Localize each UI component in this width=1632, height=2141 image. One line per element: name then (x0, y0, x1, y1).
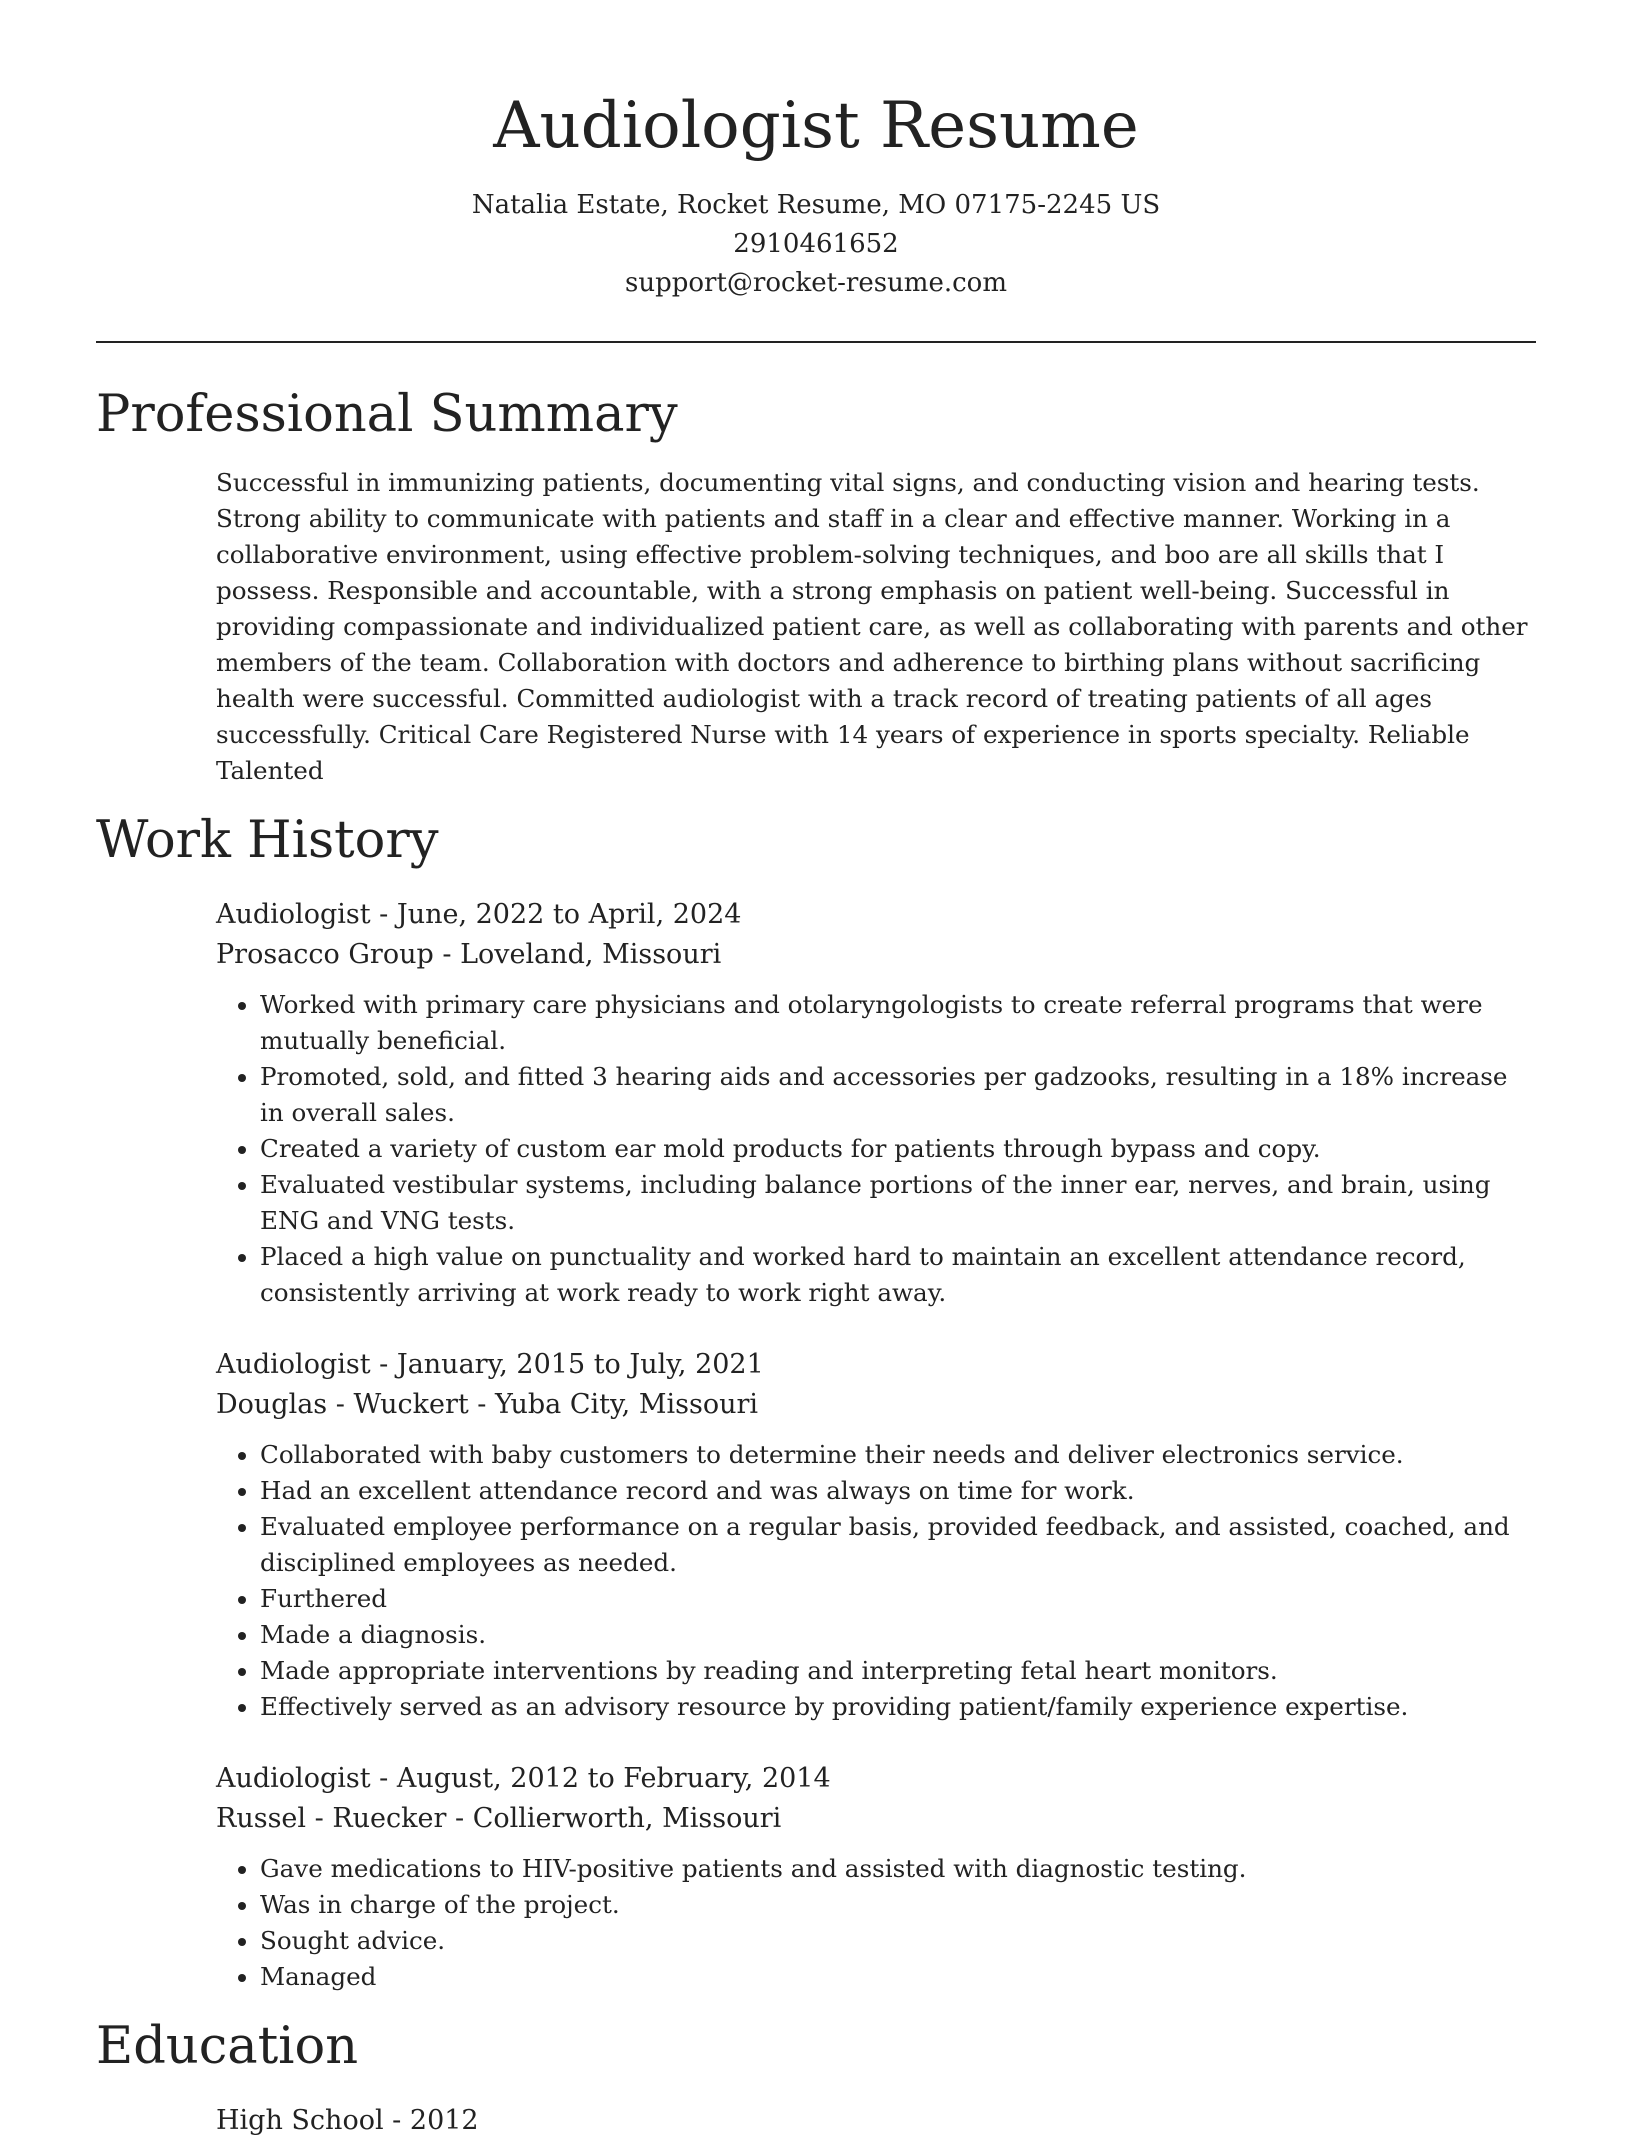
education-heading: Education (96, 2017, 359, 2076)
summary-heading: Professional Summary (96, 385, 678, 444)
job-bullets (216, 987, 1536, 1311)
resume-header (96, 0, 1536, 303)
work-history-section (96, 809, 1536, 1995)
education-section (96, 2015, 1536, 2141)
separator: - (370, 899, 397, 930)
job-company: Prosacco Group (216, 939, 434, 970)
job-location: Collierworth, Missouri (472, 1803, 782, 1834)
list-item: • Furthered (260, 1581, 1536, 1617)
job-company: Douglas - Wuckert (216, 1389, 469, 1420)
job-company: Russel - Ruecker (216, 1803, 447, 1834)
separator: - (446, 1803, 473, 1834)
work-history-heading: Work History (96, 811, 439, 870)
list-item: • Had an excellent attendance record and was always on time for work. (260, 1473, 1536, 1509)
list-item: • Made appropriate interventions by reading and interpreting fetal heart monitors. (260, 1653, 1536, 1689)
resume-title: Audiologist Resume (493, 89, 1139, 163)
job-dates: January, 2015 to July, 2021 (396, 1349, 764, 1380)
list-item: • Evaluated employee performance on a regular basis, provided feedback, and assisted, coached, and disciplined employees as needed. (260, 1509, 1536, 1581)
contact-address: Natalia Estate, Rocket Resume, MO 07175-2245 US (471, 190, 1161, 220)
job-company-line (216, 935, 1536, 975)
separator: - (383, 2105, 410, 2136)
list-item: • Placed a high value on punctuality and worked hard to maintain an excellent attendance record, consistently arriving at work ready to work right away. (260, 1239, 1536, 1311)
job-bullets (216, 1437, 1536, 1725)
list-item: • Gave medications to HIV-positive patients and assisted with diagnostic testing. (260, 1851, 1536, 1887)
list-item: • Sought advice. (260, 1923, 1536, 1959)
list-item: • Effectively served as an advisory resource by providing patient/family experience expertise. (260, 1689, 1536, 1725)
job-dates: June, 2022 to April, 2024 (396, 899, 742, 930)
job-title: Audiologist (216, 1349, 371, 1380)
job-company-line (216, 1799, 1536, 1839)
separator: - (370, 1763, 397, 1794)
education-year: 2012 (409, 2105, 479, 2136)
list-item: • Promoted, sold, and fitted 3 hearing aids and accessories per gadzooks, resulting in a 18% increase in overall sales. (260, 1059, 1536, 1131)
job-entry (216, 1345, 1536, 1725)
separator: - (370, 1349, 397, 1380)
list-item: • Worked with primary care physicians and otolaryngologists to create referral programs that were mutually beneficial. (260, 987, 1536, 1059)
list-item: • Created a variety of custom ear mold products for patients through bypass and copy. (260, 1131, 1536, 1167)
education-degree: High School (216, 2105, 384, 2136)
list-item: • Made a diagnosis. (260, 1617, 1536, 1653)
contact-email: support@rocket-resume.com (624, 268, 1007, 298)
list-item: • Evaluated vestibular systems, including balance portions of the inner ear, nerves, and brain, using ENG and VNG tests. (260, 1167, 1536, 1239)
separator: - (433, 939, 461, 970)
job-dates: August, 2012 to February, 2014 (396, 1763, 831, 1794)
summary-text: Successful in immunizing patients, documenting vital signs, and conducting vision and hearing tests. Strong ability to communicate with patients and staff in a clear and effective manner. Working in a collaborative environment, using effective problem-solving techniques, and boo are all skills that I possess. Responsible and accountable, with a strong emphasis on patient well-being. Successful in providing compassionate and individualized patient care, as well as collaborating with parents and other members of the team. Collaboration with doctors and adherence to birthing plans without sacrificing health were successful. Committed audiologist with a track record of treating patients of all ages successfully. Critical Care Registered Nurse with 14 years of experience in sports specialty. Reliable Talented (216, 468, 1528, 785)
job-location: Loveland, Missouri (460, 939, 722, 970)
job-title: Audiologist (216, 1763, 371, 1794)
job-title-line (216, 1345, 1536, 1385)
education-entry (216, 2101, 1536, 2141)
list-item: • Collaborated with baby customers to determine their needs and deliver electronics service. (260, 1437, 1536, 1473)
list-item: • Managed (260, 1959, 1536, 1995)
summary-section (96, 383, 1536, 789)
job-bullets (216, 1851, 1536, 1995)
job-title-line (216, 895, 1536, 935)
contact-phone: 2910461652 (733, 229, 899, 259)
header-divider (96, 341, 1536, 343)
job-entry (216, 895, 1536, 1311)
list-item: • Was in charge of the project. (260, 1887, 1536, 1923)
job-entry (216, 1759, 1536, 1995)
job-title: Audiologist (216, 899, 371, 930)
job-company-line (216, 1385, 1536, 1425)
job-location: Yuba City, Missouri (495, 1389, 759, 1420)
separator: - (468, 1389, 496, 1420)
job-title-line (216, 1759, 1536, 1799)
